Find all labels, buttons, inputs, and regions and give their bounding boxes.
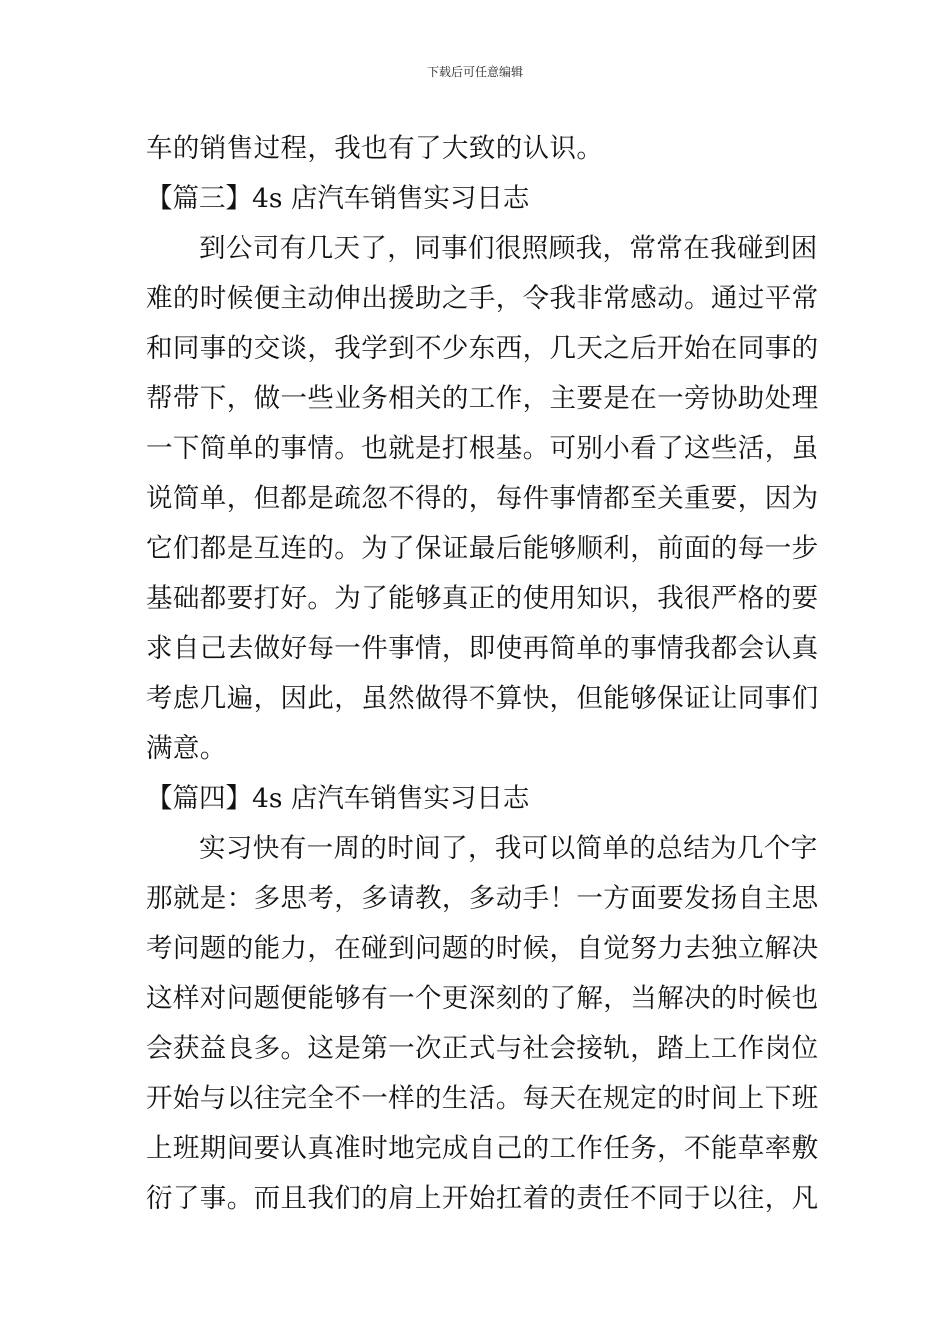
body-line: 考虑几遍，因此，虽然做得不算快，但能够保证让同事们 bbox=[146, 683, 819, 714]
page-header-note: 下载后可任意编辑 bbox=[426, 65, 523, 79]
body-line: 说简单，但都是疏忽不得的，每件事情都至关重要，因为 bbox=[146, 483, 819, 514]
body-line: 帮带下，做一些业务相关的工作，主要是在一旁协助处理 bbox=[146, 383, 819, 414]
body-line: 基础都要打好。为了能够真正的使用知识，我很严格的要 bbox=[146, 583, 819, 614]
body-line: 它们都是互连的。为了保证最后能够顺利，前面的每一步 bbox=[146, 533, 819, 564]
section-heading: 【篇三】4s 店汽车销售实习日志 bbox=[146, 183, 530, 214]
paragraph-first-line: 实习快有一周的时间了，我可以简单的总结为几个字 bbox=[199, 833, 818, 864]
body-line: 这样对问题便能够有一个更深刻的了解，当解决的时候也 bbox=[146, 983, 819, 1014]
section-heading: 【篇四】4s 店汽车销售实习日志 bbox=[146, 783, 530, 814]
body-line: 考问题的能力，在碰到问题的时候，自觉努力去独立解决 bbox=[146, 933, 819, 964]
document-body bbox=[146, 124, 819, 1224]
body-line: 衍了事。而且我们的肩上开始扛着的责任不同于以往，凡 bbox=[146, 1183, 819, 1214]
body-line: 求自己去做好每一件事情，即使再简单的事情我都会认真 bbox=[146, 633, 819, 664]
body-line: 车的销售过程，我也有了大致的认识。 bbox=[146, 133, 604, 164]
body-line: 和同事的交谈，我学到不少东西，几天之后开始在同事的 bbox=[146, 333, 819, 364]
body-line: 开始与以往完全不一样的生活。每天在规定的时间上下班 bbox=[146, 1083, 819, 1114]
body-line: 会获益良多。这是第一次正式与社会接轨，踏上工作岗位 bbox=[146, 1033, 819, 1064]
paragraph-first-line: 到公司有几天了，同事们很照顾我，常常在我碰到困 bbox=[199, 233, 818, 264]
body-line: 满意。 bbox=[146, 733, 227, 764]
body-line: 上班期间要认真准时地完成自己的工作任务，不能草率敷 bbox=[146, 1133, 819, 1164]
body-line: 难的时候便主动伸出援助之手，令我非常感动。通过平常 bbox=[146, 283, 819, 314]
body-line: 一下简单的事情。也就是打根基。可别小看了这些活，虽 bbox=[146, 433, 819, 464]
body-line: 那就是：多思考，多请教，多动手！一方面要发扬自主思 bbox=[146, 883, 819, 914]
